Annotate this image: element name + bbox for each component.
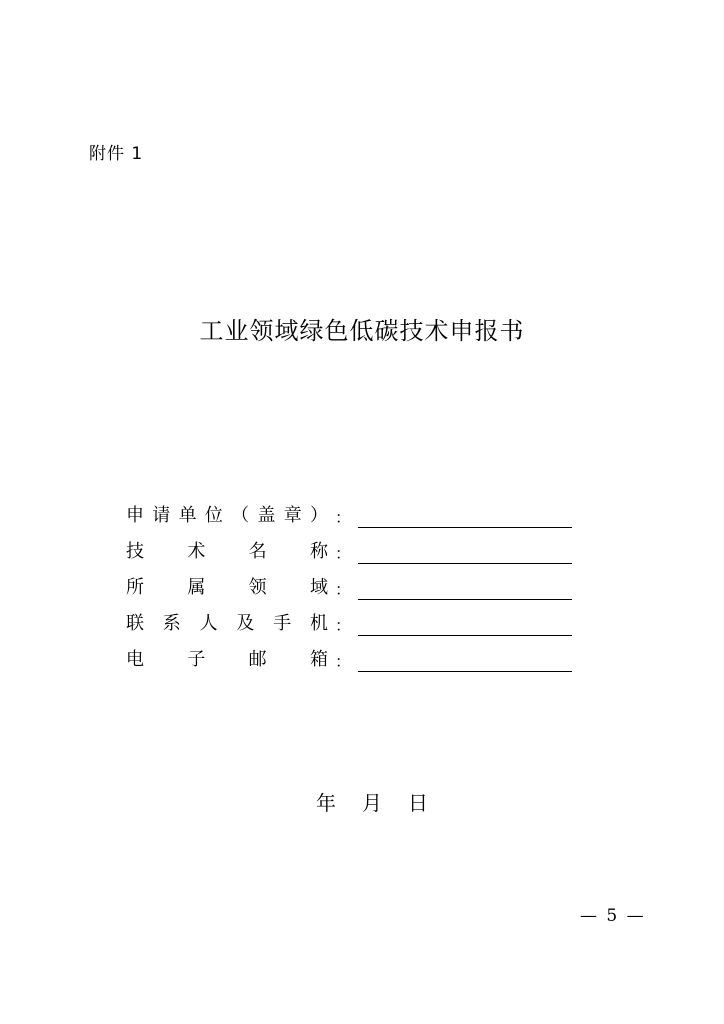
field-colon: ： xyxy=(334,616,351,635)
label-char: 盖 xyxy=(257,505,276,526)
label-char: 位 xyxy=(204,505,223,526)
date-year: 年 xyxy=(316,791,336,815)
label-char: （ xyxy=(231,505,250,526)
label-char: 域 xyxy=(309,577,328,598)
date-line xyxy=(316,787,428,816)
date-day: 日 xyxy=(408,791,428,815)
field-label xyxy=(126,612,328,640)
label-char: 技 xyxy=(126,541,144,562)
email-fill-line[interactable] xyxy=(358,645,572,672)
label-char: 邮 xyxy=(248,649,267,670)
field-label xyxy=(126,504,328,532)
label-char: 请 xyxy=(152,505,171,526)
label-char: 单 xyxy=(178,505,197,526)
label-char: 名 xyxy=(248,541,267,562)
label-char: 称 xyxy=(309,541,328,562)
label-char: 章 xyxy=(283,505,302,526)
document-title: 工业领域绿色低碳技术申报书 xyxy=(199,317,525,345)
label-char: 申 xyxy=(126,505,144,526)
label-char: 系 xyxy=(162,613,181,634)
field-label xyxy=(126,648,328,676)
label-char: 及 xyxy=(236,613,255,634)
attachment-label: 附件 1 xyxy=(89,144,144,164)
label-char: 所 xyxy=(126,577,144,598)
contact-phone-fill-line[interactable] xyxy=(358,609,572,636)
label-char: ） xyxy=(309,505,328,526)
label-char: 手 xyxy=(273,613,292,634)
date-month: 月 xyxy=(362,791,382,815)
label-char: 电 xyxy=(126,649,144,670)
label-char: 人 xyxy=(199,613,218,634)
application-form xyxy=(126,496,576,676)
field-colon: ： xyxy=(334,508,351,527)
label-char: 子 xyxy=(187,649,206,670)
label-char: 箱 xyxy=(309,649,328,670)
page-number: — 5 — xyxy=(580,906,646,926)
field-label xyxy=(126,576,328,604)
form-row-technology-name xyxy=(126,532,576,568)
form-row-field xyxy=(126,568,576,604)
label-char: 机 xyxy=(309,613,328,634)
form-row-contact-phone xyxy=(126,604,576,640)
form-row-applicant-unit xyxy=(126,496,576,532)
label-char: 术 xyxy=(187,541,206,562)
field-fill-line[interactable] xyxy=(358,573,572,600)
applicant-unit-fill-line[interactable] xyxy=(358,501,572,528)
field-colon: ： xyxy=(334,544,351,563)
label-char: 属 xyxy=(187,577,206,598)
technology-name-fill-line[interactable] xyxy=(358,537,572,564)
form-row-email xyxy=(126,640,576,676)
field-colon: ： xyxy=(334,580,351,599)
label-char: 联 xyxy=(126,613,144,634)
field-colon: ： xyxy=(334,652,351,671)
field-label xyxy=(126,540,328,568)
label-char: 领 xyxy=(248,577,267,598)
